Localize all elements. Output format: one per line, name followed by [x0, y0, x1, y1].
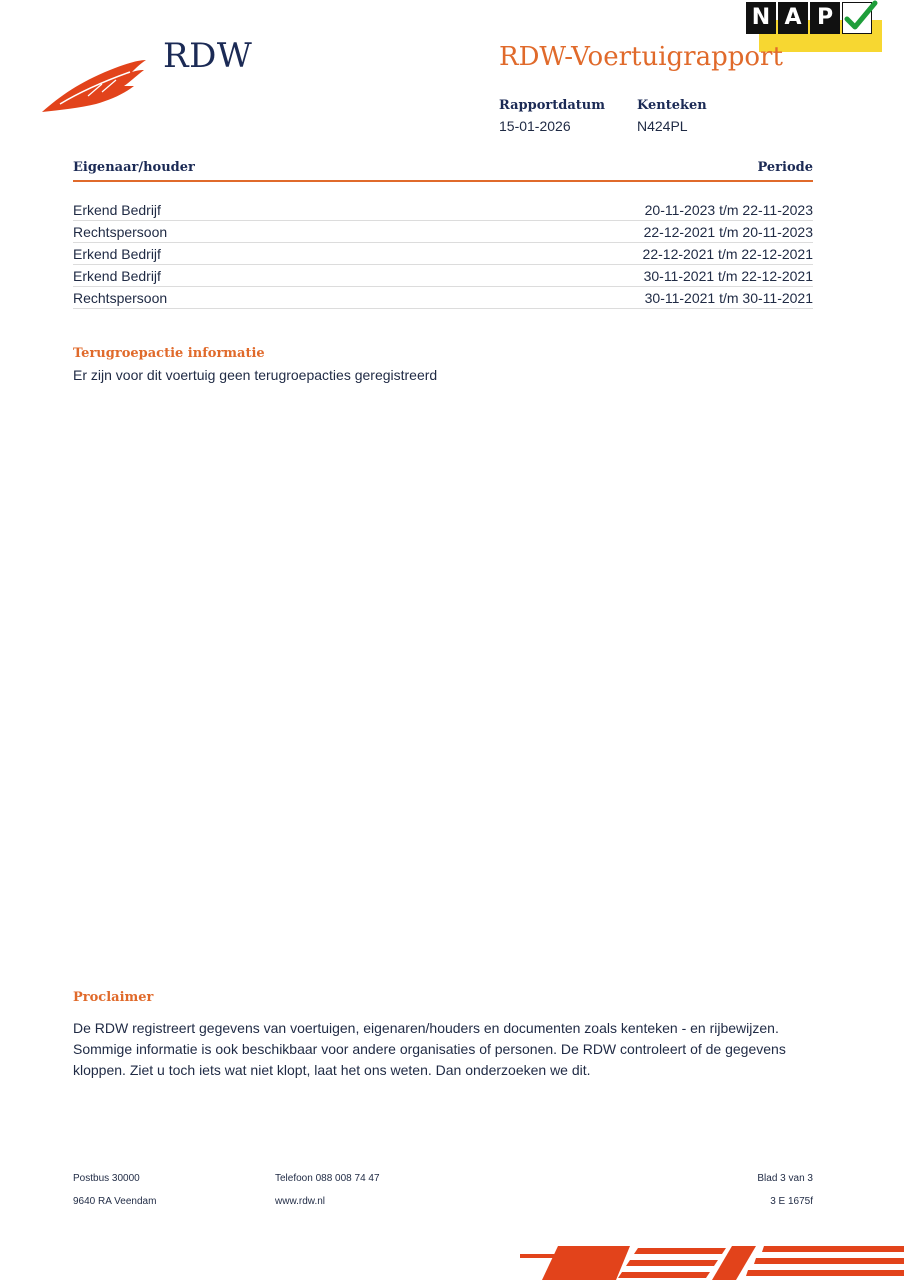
nap-letter-a: A — [778, 2, 808, 34]
proclaimer-line: De RDW registreert gegevens van voertuigen, eigenaren/houders en documenten zoals kenteken - en rijbewijzen. — [73, 1020, 779, 1036]
owner-cell: Rechtspersoon — [73, 224, 168, 240]
recall-text: Er zijn voor dit voertuig geen terugroepacties geregistreerd — [73, 367, 438, 383]
proclaimer-line: Sommige informatie is ook beschikbaar voor andere organisaties of personen. De RDW controleert of de gegevens — [73, 1041, 786, 1057]
plate-label: Kenteken — [637, 98, 707, 113]
date-label: Rapportdatum — [499, 98, 605, 113]
footer-phone: Telefoon 088 008 74 47 — [275, 1173, 380, 1184]
proclaimer-text — [73, 1018, 833, 1081]
owner-cell: Erkend Bedrijf — [73, 268, 161, 284]
table-row — [73, 266, 813, 287]
period-cell: 30-11-2021 t/m 22-12-2021 — [643, 268, 813, 284]
owner-column-header: Eigenaar/houder — [73, 160, 195, 175]
proclaimer-title: Proclaimer — [73, 990, 154, 1005]
footer-postbus: Postbus 30000 — [73, 1173, 140, 1184]
table-row — [73, 222, 813, 243]
owner-cell: Rechtspersoon — [73, 290, 168, 306]
period-cell: 22-12-2021 t/m 22-12-2021 — [642, 246, 813, 262]
period-cell: 30-11-2021 t/m 30-11-2021 — [644, 290, 813, 306]
proclaimer-line: kloppen. Ziet u toch iets wat niet klopt, laat het ons weten. Dan onderzoeken we dit. — [73, 1062, 591, 1078]
owner-cell: Erkend Bedrijf — [73, 246, 161, 262]
owners-table — [73, 200, 813, 310]
report-title: RDW-Voertuigrapport — [499, 42, 783, 72]
period-column-header: Periode — [757, 160, 813, 175]
nap-letter-p: P — [810, 2, 840, 34]
footer-code: 3 E 1675f — [770, 1196, 813, 1207]
period-cell: 20-11-2023 t/m 22-11-2023 — [644, 202, 813, 218]
table-row — [73, 200, 813, 221]
owner-cell: Erkend Bedrijf — [73, 202, 161, 218]
logo-text: RDW — [163, 36, 253, 76]
date-value: 15-01-2026 — [499, 118, 571, 134]
footer-website[interactable]: www.rdw.nl — [275, 1196, 326, 1207]
footer-address: 9640 RA Veendam — [73, 1196, 157, 1207]
decorative-stripes — [520, 1244, 904, 1280]
period-cell: 22-12-2021 t/m 20-11-2023 — [643, 224, 813, 240]
feather-icon — [40, 56, 150, 114]
table-header-rule — [73, 180, 813, 182]
nap-letter-n: N — [746, 2, 776, 34]
table-row — [73, 244, 813, 265]
table-row — [73, 288, 813, 309]
check-icon — [842, 2, 872, 34]
recall-title: Terugroepactie informatie — [73, 346, 265, 361]
footer-page-number: Blad 3 van 3 — [757, 1173, 813, 1184]
plate-value: N424PL — [637, 118, 688, 134]
